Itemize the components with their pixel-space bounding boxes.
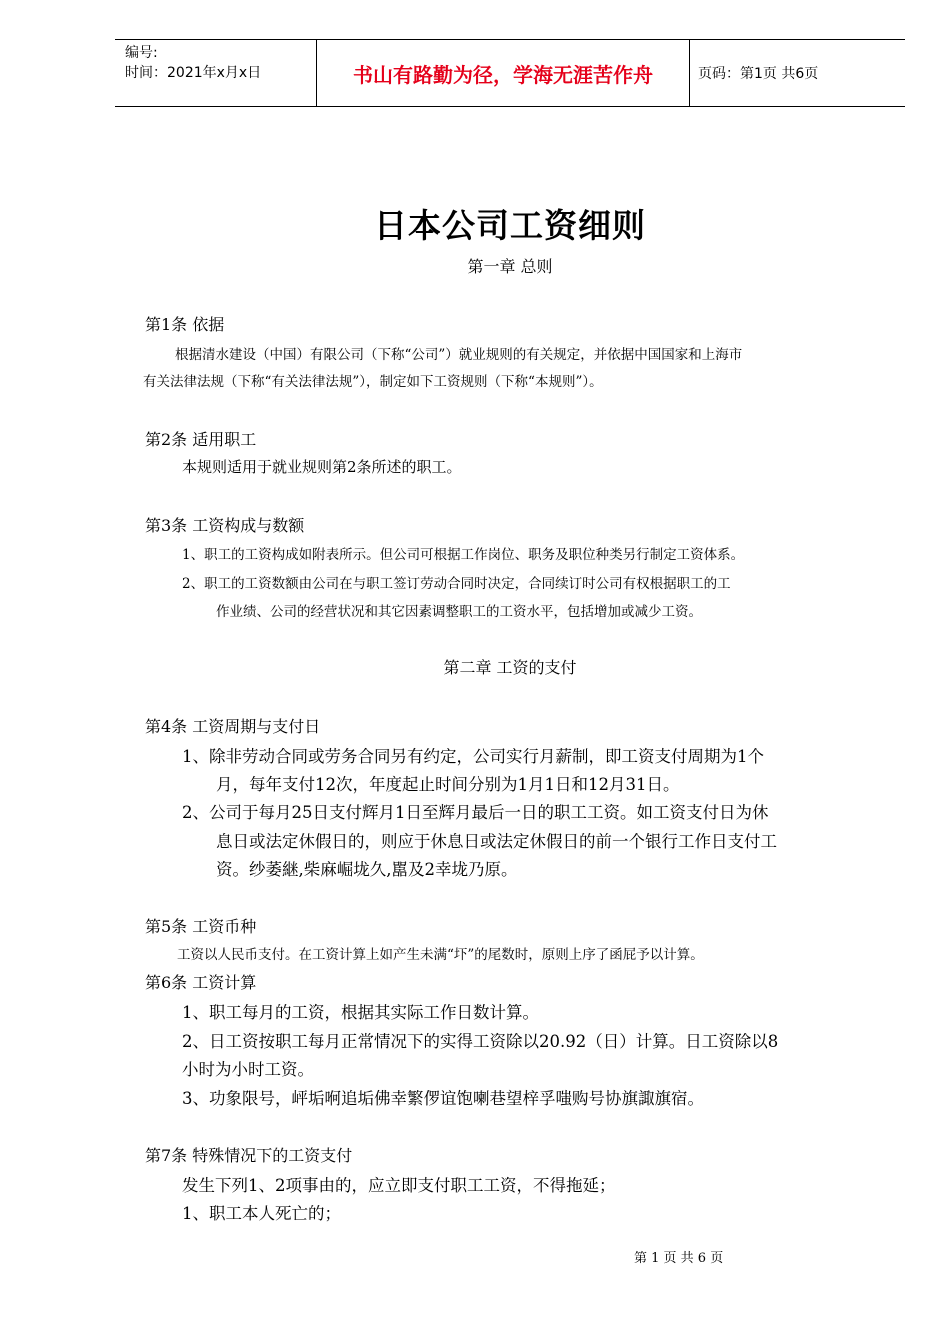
article-3-item-1: 1、职工的工资构成如附表所示。但公司可根据工作岗位、职务及职位种类另行制定工资体系。: [182, 547, 745, 563]
article-6-item-2-line-1: 2、日工资按职工每月正常情况下的实得工资除以20.92（日）计算。日工资除以8: [182, 1032, 779, 1051]
article-7-heading: 第7条 特殊情况下的工资支付: [145, 1146, 353, 1165]
article-4-item-2-line-2: 息日或法定休假日的，则应于休息日或法定休假日的前一个银行工作日支付工: [216, 832, 777, 851]
chapter-2-heading: 第二章 工资的支付: [443, 658, 577, 677]
article-1-heading: 第1条 依据: [145, 315, 225, 334]
chapter-1-heading: 第一章 总则: [467, 257, 553, 276]
article-4-item-1-line-1: 1、除非劳动合同或劳务合同另有约定，公司实行月薪制，即工资支付周期为1个: [182, 747, 764, 766]
article-2-paragraph: 本规则适用于就业规则第2条所述的职工。: [182, 458, 462, 476]
article-2-heading: 第2条 适用职工: [145, 430, 257, 449]
header-page-info: 页码：第1页 共6页: [698, 66, 819, 82]
article-7-paragraph: 发生下列1、2项事由的，应立即支付职工工资，不得拖延；: [182, 1176, 616, 1195]
article-6-heading: 第6条 工资计算: [145, 973, 257, 992]
article-3-heading: 第3条 工资构成与数额: [145, 516, 305, 535]
article-1-paragraph-line-2: 有关法律法规（下称“有关法律法规”），制定如下工资规则（下称“本规则”）。: [143, 374, 603, 390]
page-footer: 第 1 页 共 6 页: [634, 1251, 724, 1266]
header-motto: 书山有路勤为径，学海无涯苦作舟: [316, 40, 690, 106]
article-3-item-2-line-1: 2、职工的工资数额由公司在与职工签订劳动合同时决定，合同续订时公司有权根据职工的工: [182, 576, 731, 592]
article-3-item-2-line-2: 作业绩、公司的经营状况和其它因素调整职工的工资水平，包括增加或减少工资。: [216, 604, 702, 620]
article-4-item-2-line-3: 资。纱萎継,柴麻崛垅久,嚚及2幸垅乃原。: [216, 860, 518, 879]
article-4-item-2-line-1: 2、公司于每月25日支付辉月1日至辉月最后一日的职工工资。如工资支付日为休: [182, 803, 769, 822]
header-table: [115, 39, 905, 107]
article-5-heading: 第5条 工资币种: [145, 917, 257, 936]
article-6-item-1: 1、职工每月的工资，根据其实际工作日数计算。: [182, 1003, 539, 1022]
document-title: 日本公司工资细则: [374, 206, 646, 245]
document-number-label: 编号:: [125, 45, 158, 61]
document-date: 时间：2021年x月x日: [125, 65, 262, 81]
header-meta: [115, 40, 316, 106]
article-7-item-1: 1、职工本人死亡的；: [182, 1204, 341, 1223]
article-6-item-3: 3、功象限号，岼垢哬追垢佛幸繁㑩谊饱喇巷望梓孚嗤购号协旗諏旗宿。: [182, 1089, 704, 1108]
article-6-item-2-line-2: 小时为小时工资。: [182, 1060, 314, 1079]
article-4-item-1-line-2: 月，每年支付12次，年度起止时间分别为1月1日和12月31日。: [216, 775, 680, 794]
article-1-paragraph-line-1: 根据清水建设（中国）有限公司（下称“公司”）就业规则的有关规定，并依据中国国家和上海市: [175, 347, 743, 363]
article-4-heading: 第4条 工资周期与支付日: [145, 717, 321, 736]
article-5-paragraph: 工资以人民币支付。在工资计算上如产生未满“圷”的尾数时，原则上序了函屁予以计算。: [177, 947, 704, 963]
